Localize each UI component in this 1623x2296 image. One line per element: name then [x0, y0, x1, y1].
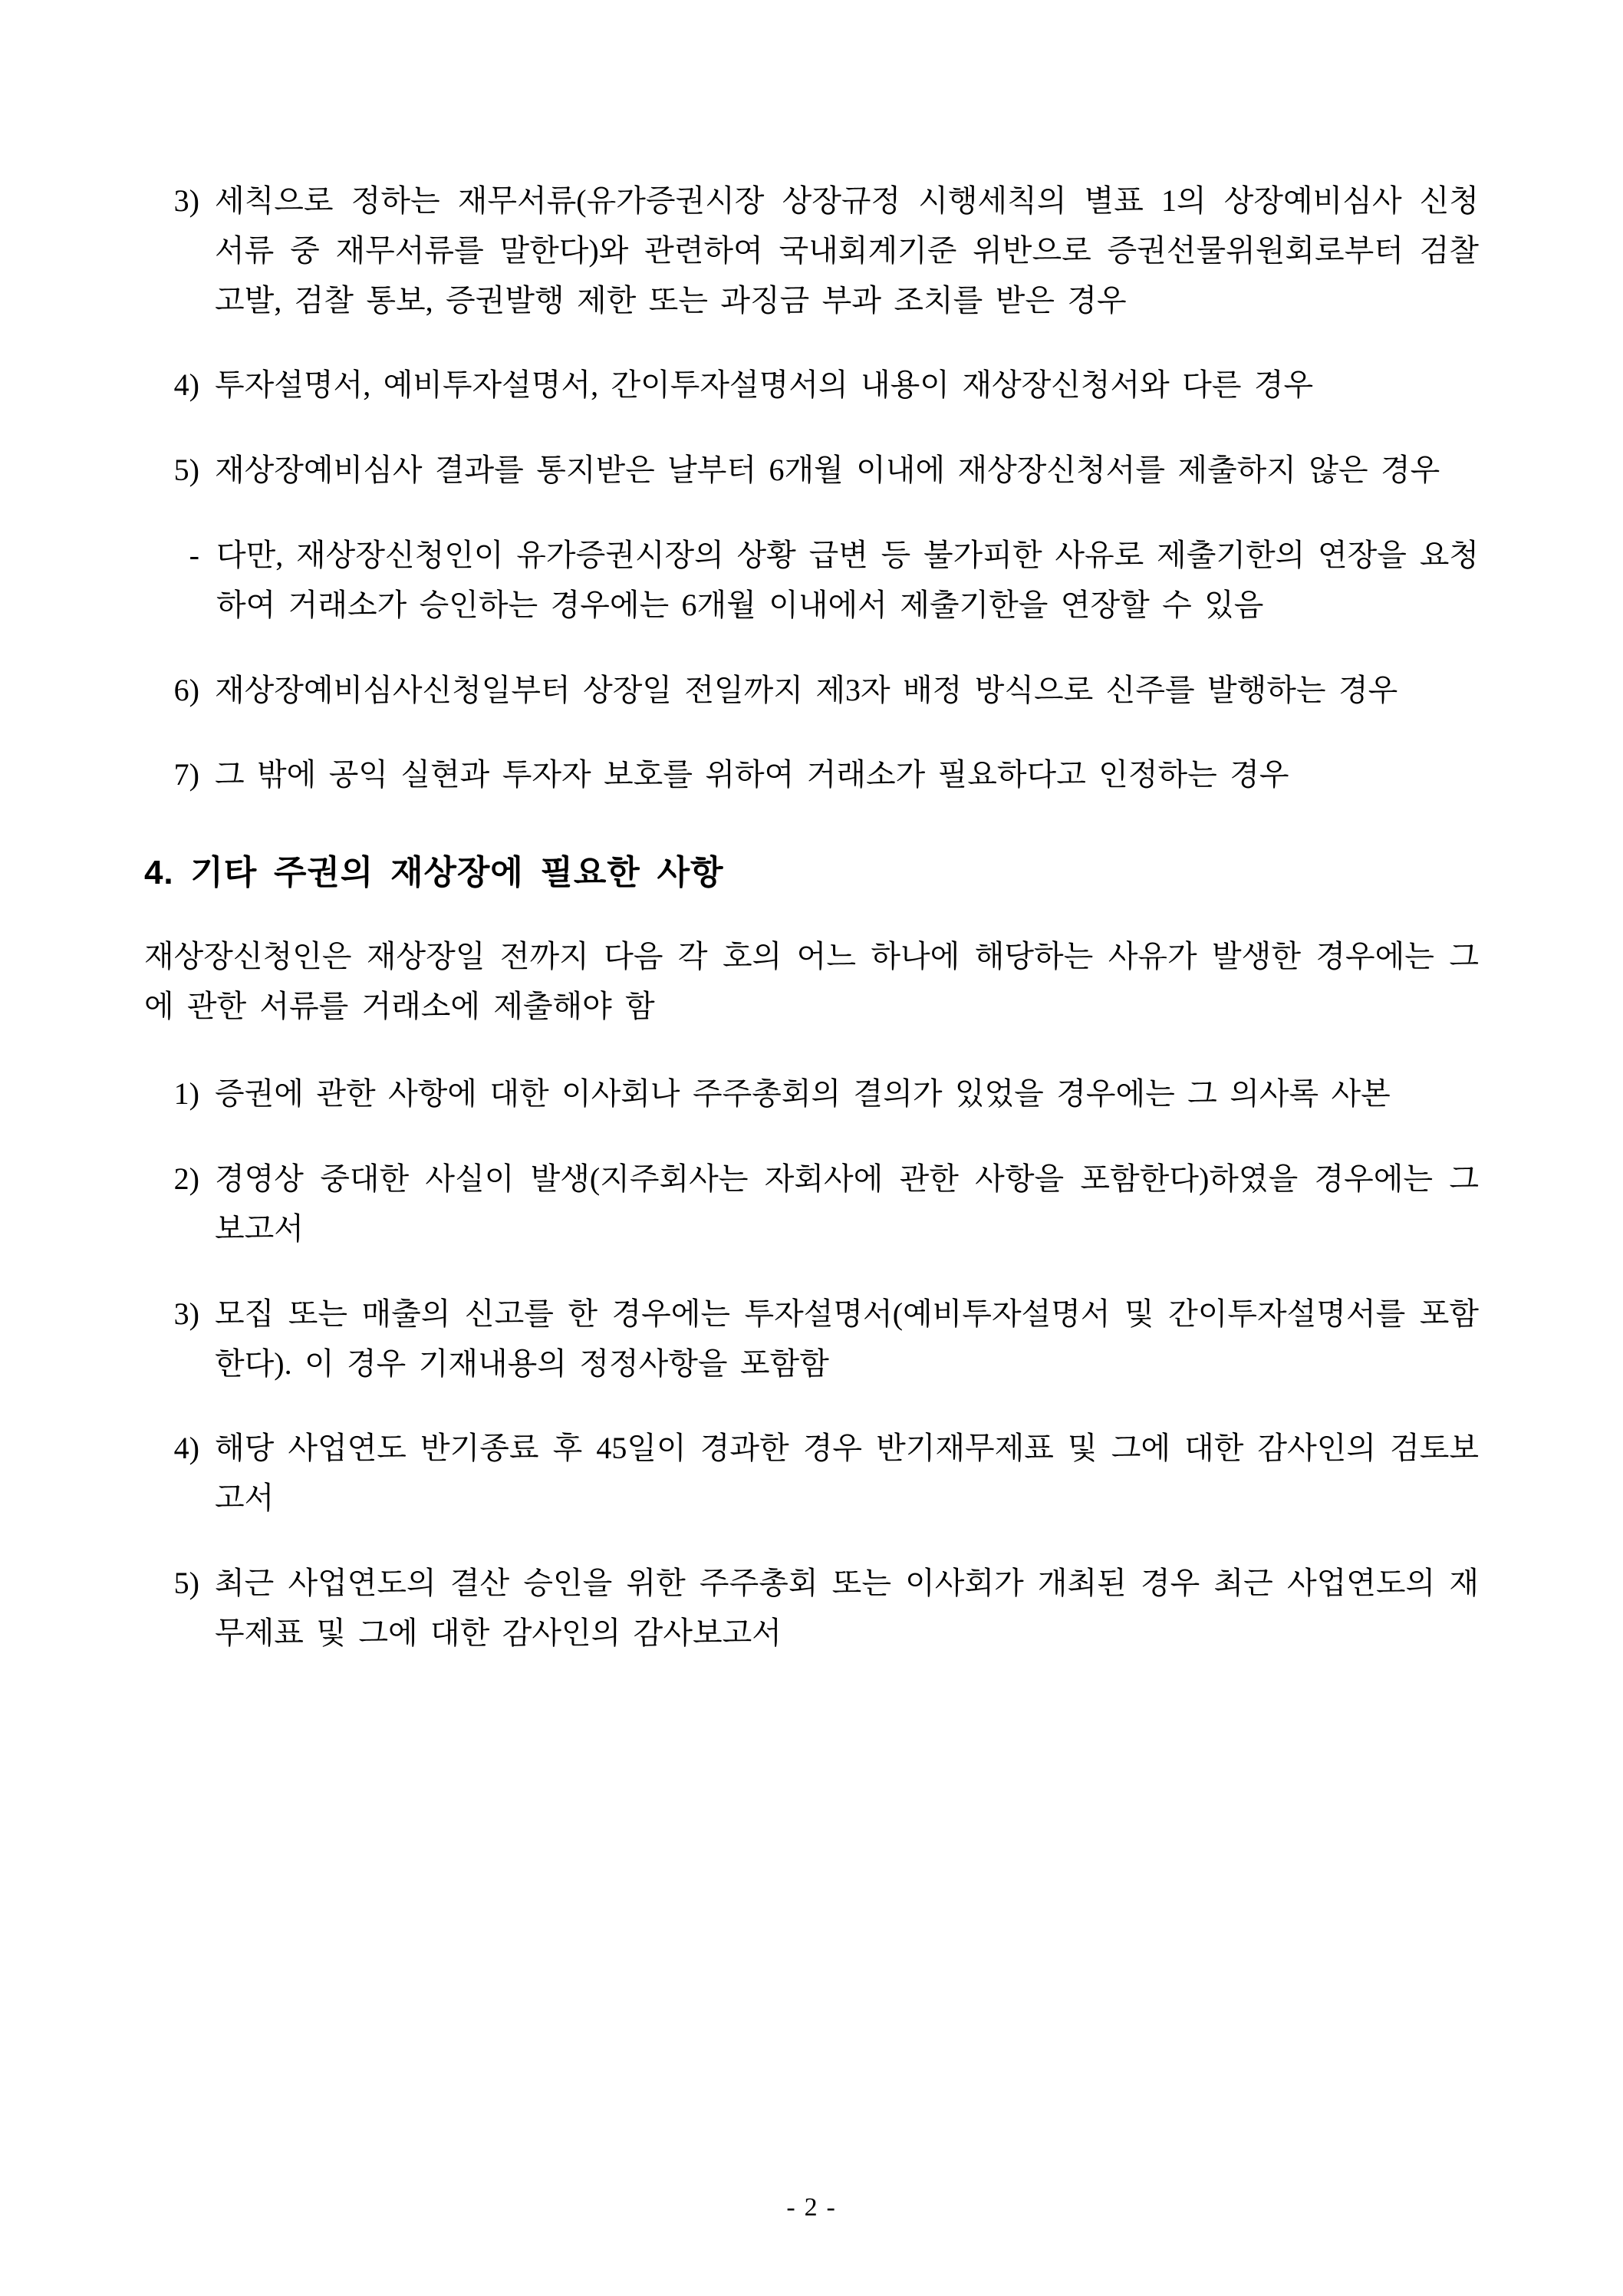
page-number: - 2 -: [786, 2193, 837, 2222]
list-item-marker: 5): [173, 453, 199, 488]
list-item-marker: 3): [173, 183, 199, 218]
list-item-text: 해당 사업연도 반기종료 후 45일이 경과한 경우 반기재무제표 및 그에 대한 감사인의 검토보고서: [215, 1431, 1479, 1516]
list-item-text: 모집 또는 매출의 신고를 한 경우에는 투자설명서(예비투자설명서 및 간이투자설명서를 포함한다). 이 경우 기재내용의 정정사항을 포함함: [215, 1296, 1479, 1381]
list-item-text: 최근 사업연도의 결산 승인을 위한 주주총회 또는 이사회가 개최된 경우 최근 사업연도의 재무제표 및 그에 대한 감사인의 감사보고서: [215, 1565, 1479, 1650]
list-item-text: 그 밖에 공익 실현과 투자자 보호를 위하여 거래소가 필요하다고 인정하는 경우: [215, 757, 1289, 792]
list-item-text: 경영상 중대한 사실이 발생(지주회사는 자회사에 관한 사항을 포함한다)하였을 경우에는 그 보고서: [215, 1161, 1479, 1246]
list-item: [144, 361, 1479, 410]
section-heading: 4. 기타 주권의 재상장에 필요한 사항: [144, 854, 724, 892]
list-item: [144, 446, 1479, 496]
list-item-marker: 5): [173, 1565, 199, 1600]
list-item: [144, 1069, 1479, 1119]
list-item-marker: 6): [173, 672, 199, 707]
list-item-text: 세칙으로 정하는 재무서류(유가증권시장 상장규정 시행세칙의 별표 1의 상장예비심사 신청 서류 중 재무서류를 말한다)와 관련하여 국내회계기준 위반으로 증권선물위원회로부터 검찰 고발, 검찰 통보, 증권발행 제한 또는 과징금 부과 조치를 받은 경우: [215, 183, 1479, 318]
list-item-text: 재상장예비심사 결과를 통지받은 날부터 6개월 이내에 재상장신청서를 제출하지 않은 경우: [215, 453, 1440, 488]
list-item: [144, 750, 1479, 800]
list-item: [144, 1155, 1479, 1254]
list-item: [144, 176, 1479, 325]
list-item-text: 재상장예비심사신청일부터 상장일 전일까지 제3자 배정 방식으로 신주를 발행하는 경우: [215, 672, 1398, 707]
list-item: [144, 666, 1479, 716]
list-item-marker: 3): [173, 1296, 199, 1331]
clause-list-section4: [144, 1069, 1479, 1658]
list-item: [144, 1559, 1479, 1659]
list-item-marker: 1): [173, 1076, 199, 1112]
list-item-sub: [144, 531, 1479, 631]
list-item-marker: 4): [173, 1431, 199, 1466]
list-item-marker: 2): [173, 1161, 199, 1197]
clause-list-top: [144, 176, 1479, 800]
list-item-marker: 4): [173, 367, 199, 403]
list-item-text: 증권에 관한 사항에 대한 이사회나 주주총회의 결의가 있었을 경우에는 그 의사록 사본: [215, 1076, 1391, 1112]
list-item-text: 투자설명서, 예비투자설명서, 간이투자설명서의 내용이 재상장신청서와 다른 경우: [215, 367, 1314, 403]
list-item: [144, 1424, 1479, 1524]
list-item: [144, 1290, 1479, 1389]
list-item-text: 다만, 재상장신청인이 유가증권시장의 상황 급변 등 불가피한 사유로 제출기한의 연장을 요청하여 거래소가 승인하는 경우에는 6개월 이내에서 제출기한을 연장할 수 있음: [216, 537, 1479, 622]
list-item-marker: -: [189, 537, 199, 572]
section-intro-paragraph: 재상장신청인은 재상장일 전까지 다음 각 호의 어느 하나에 해당하는 사유가 발생한 경우에는 그에 관한 서류를 거래소에 제출해야 함: [144, 938, 1479, 1023]
list-item-marker: 7): [173, 757, 199, 792]
